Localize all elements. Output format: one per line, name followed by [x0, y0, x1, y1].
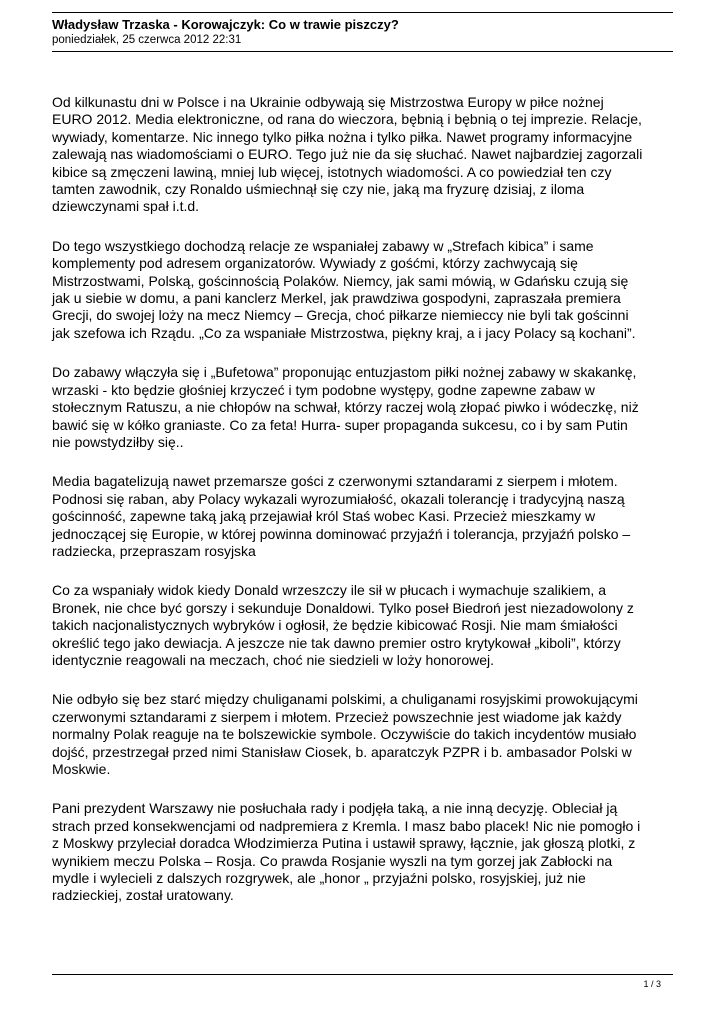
- document-title: Władysław Trzaska - Korowajczyk: Co w trawie piszczy?: [52, 17, 399, 32]
- footer-rule: [52, 974, 673, 975]
- article-paragraph: Od kilkunastu dni w Polsce i na Ukrainie odbywają się Mistrzostwa Europy w piłce nożnej EURO 2012. Media elektroniczne, od rana do wieczora, bębnią i bębnią o tej imprezie. Relacje, wywiady, komentarze. Nic innego tylko piłka nożna i tylko piłka. Nawet programy informacyjne zalewają nas wiadomościami o EURO. Tego już nie da się słuchać. Nawet najbardziej zagorzali kibice są zmęczeni lawiną, mniej lub więcej, istotnych wiadomości. A co powiedział ten czy tamten zawodnik, czy Ronaldo uśmiechnął się czy nie, jaką ma fryzurę dzisiaj, z iloma dziewczynami spał i.t.d.: [52, 94, 643, 215]
- header-top-rule: [52, 12, 673, 13]
- header-bottom-rule: [52, 51, 673, 52]
- article-paragraph: Co za wspaniały widok kiedy Donald wrzeszczy ile sił w płucach i wymachuje szalikiem, a Bronek, nie chce być gorszy i sekunduje Donaldowi. Tylko poseł Biedroń jest niezadowolony z takich nacjonalistycznych wybryków i ogłosił, że będzie kibicować Rosji. Nie mam śmiałości określić tego jako dewiacja. A jeszcze nie tak dawno premier ostro krytykował „kiboli”, którzy identycznie reagowali na meczach, choć nie siedzieli w loży honorowej.: [52, 582, 634, 668]
- article-paragraph: Do zabawy włączyła się i „Bufetowa” proponując entuzjastom piłki nożnej zabawy w skakankę, wrzaski - kto będzie głośniej krzyczeć i tym podobne występy, godne zapewne zabaw w stołecznym Ratuszu, a nie chłopów na schwał, którzy raczej wolą złopać piwko i wódeczkę, niż bawić się w kółko graniaste. Co za feta! Hurra- super propaganda sukcesu, co i by sam Putin nie powstydziłby się..: [52, 364, 639, 450]
- article-paragraph: Do tego wszystkiego dochodzą relacje ze wspaniałej zabawy w „Strefach kibica” i same komplementy pod adresem organizatorów. Wywiady z gośćmi, którzy zachwycają się Mistrzostwami, Polską, gościnnością Polaków. Niemcy, jak sami mówią, w Gdańsku czują się jak u siebie w domu, a pani kanclerz Merkel, jak prawdziwa gospodyni, zapraszała premiera Grecji, do swojej loży na mecz Niemcy – Grecja, choć piłkarze niemieccy nie byli tak gościnni jak szefowa ich Rządu. „Co za wspaniałe Mistrzostwa, piękny kraj, a i jacy Polacy są kochani”.: [52, 237, 636, 341]
- page-number: 1 / 3: [643, 979, 661, 989]
- document-date: poniedziałek, 25 czerwca 2012 22:31: [52, 34, 242, 46]
- article-body: [52, 94, 677, 927]
- article-paragraph: Media bagatelizują nawet przemarsze gości z czerwonymi sztandarami z sierpem i młotem. Podnosi się raban, aby Polacy wykazali wyrozumiałość, okazali tolerancję i tradycyjną naszą gościnność, zapewne taką jaką przejawiał król Staś wobec Kasi. Przecież mieszkamy w jednoczącej się Europie, w której powinna dominować przyjaźń i tolerancja, przyjaźń polsko – radziecka, przepraszam rosyjska: [52, 473, 631, 559]
- article-paragraph: Nie odbyło się bez starć między chuliganami polskimi, a chuliganami rosyjskimi prowokującymi czerwonymi sztandarami z sierpem i młotem. Przecież powszechnie jest wiadome jak każdy normalny Polak reaguje na te bolszewickie symbole. Oczywiście do takich incydentów musiało dojść, przestrzegał przed nimi Stanisław Ciosek, b. aparatczyk PZPR i b. ambasador Polski w Moskwie.: [52, 691, 638, 777]
- article-paragraph: Pani prezydent Warszawy nie posłuchała rady i podjęła taką, a nie inną decyzję. Obleciał ją strach przed konsekwencjami od nadpremiera z Kremla. I masz babo placek! Nic nie pomogło i z Moskwy przyleciał doradca Włodzimierza Putina i ustawił sprawy, łącznie, jak głoszą plotki, z wynikiem meczu Polska – Rosja. Co prawda Rosjanie wyszli na tym gorzej jak Zabłocki na mydle i wylecieli z dalszych rozgrywek, ale „honor „ przyjaźni polsko, rosyjskiej, już nie radzieckiej, został uratowany.: [52, 800, 641, 904]
